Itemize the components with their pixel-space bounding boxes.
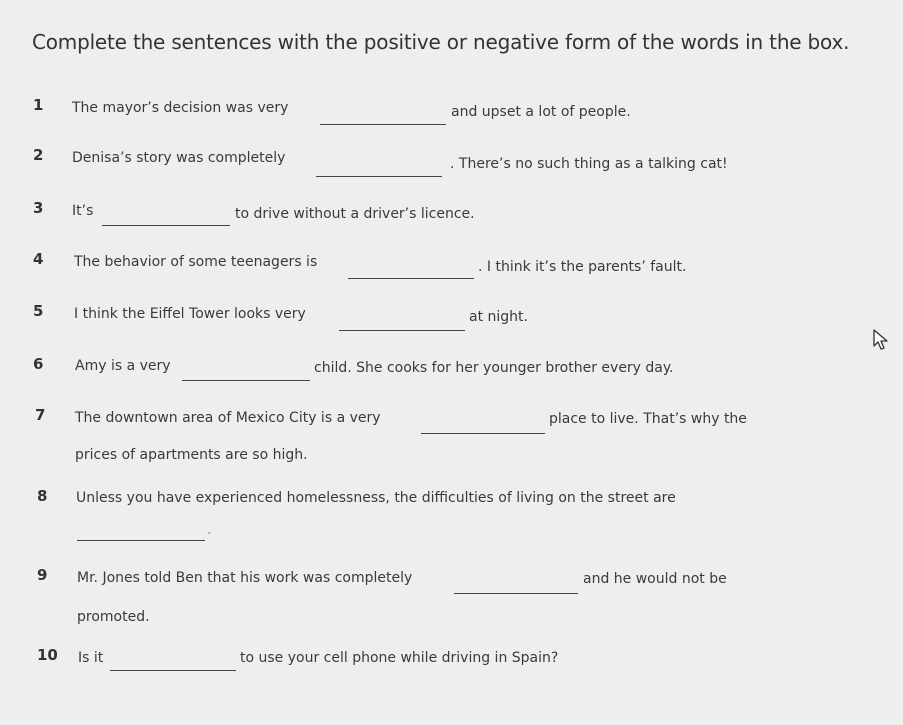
exercise-title: Complete the sentences with the positive or negative form of the words in the box. — [32, 30, 850, 54]
item-text-after: . I think it’s the parents’ fault. — [478, 259, 687, 275]
item-number: 6 — [33, 355, 44, 373]
answer-blank[interactable] — [316, 176, 442, 177]
answer-blank[interactable] — [110, 670, 236, 671]
item-number: 4 — [33, 250, 44, 268]
item-number: 8 — [37, 487, 48, 505]
item-text-before: Amy is a very — [75, 358, 171, 374]
item-text-after: place to live. That’s why the — [549, 411, 747, 427]
item-text-before: The mayor’s decision was very — [72, 100, 289, 116]
answer-blank[interactable] — [339, 330, 465, 331]
answer-blank[interactable] — [348, 278, 474, 279]
item-text-before: Unless you have experienced homelessness, the difficulties of living on the street are — [76, 490, 676, 506]
item-text-after: to drive without a driver’s licence. — [235, 206, 475, 222]
item-number: 9 — [37, 566, 48, 584]
item-number: 7 — [35, 406, 46, 424]
item-text-after: and he would not be — [583, 571, 727, 587]
item-text-before: The behavior of some teenagers is — [74, 254, 318, 270]
item-number: 5 — [33, 302, 44, 320]
item-text-continued: prices of apartments are so high. — [75, 447, 308, 463]
item-text-before: It’s — [72, 203, 94, 219]
item-text-after: . There’s no such thing as a talking cat! — [450, 156, 728, 172]
item-text-after: and upset a lot of people. — [451, 104, 631, 120]
answer-blank[interactable] — [421, 433, 545, 434]
item-text-before: Is it — [78, 650, 104, 666]
item-text-before: The downtown area of Mexico City is a very — [75, 410, 381, 426]
answer-blank[interactable] — [454, 593, 578, 594]
answer-blank[interactable] — [320, 124, 446, 125]
answer-blank[interactable] — [102, 225, 230, 226]
item-number: 3 — [33, 199, 44, 217]
item-text-after: . — [207, 522, 212, 538]
item-text-before: Mr. Jones told Ben that his work was completely — [77, 570, 413, 586]
item-text-after: to use your cell phone while driving in Spain? — [240, 650, 559, 666]
item-number: 1 — [33, 96, 44, 114]
item-number: 2 — [33, 146, 44, 164]
item-text-before: I think the Eiffel Tower looks very — [74, 306, 306, 322]
item-text-after: at night. — [469, 309, 528, 325]
mouse-cursor-icon — [872, 328, 892, 352]
answer-blank[interactable] — [77, 540, 205, 541]
item-text-before: Denisa’s story was completely — [72, 150, 286, 166]
item-number: 10 — [37, 646, 58, 664]
answer-blank[interactable] — [182, 380, 310, 381]
item-text-continued: promoted. — [77, 609, 150, 625]
item-text-after: child. She cooks for her younger brother every day. — [314, 360, 674, 376]
